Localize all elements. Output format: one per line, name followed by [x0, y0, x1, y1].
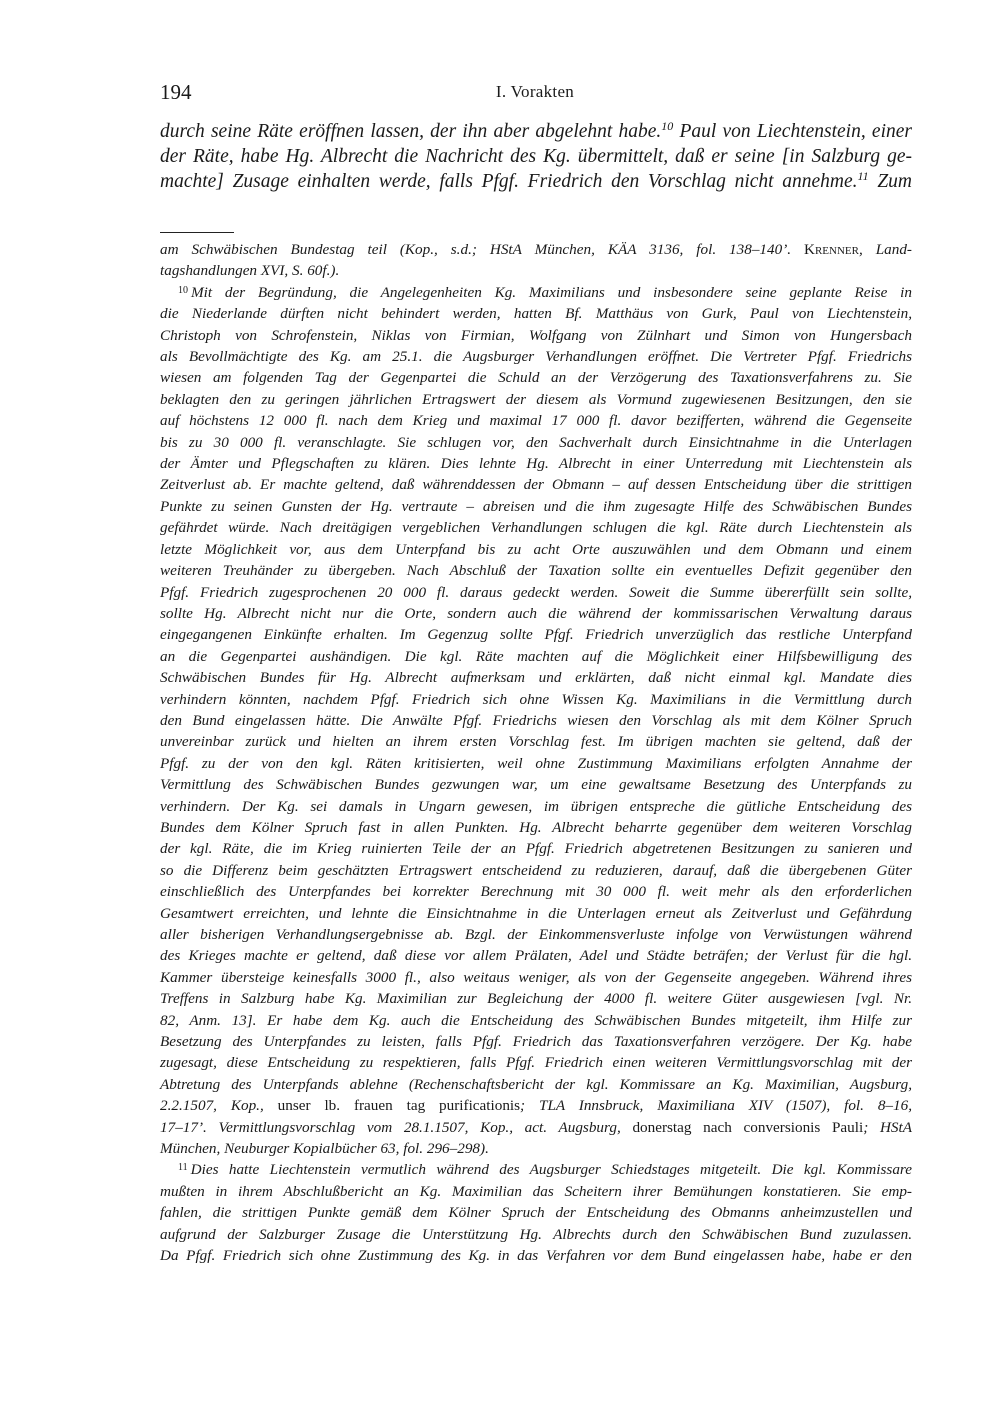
footnote-line: fahlen, die strittigen Punkte gemäß dem Kölner Spruch der Entscheidung des Obmanns anheimzustellen und — [160, 1204, 912, 1222]
footnote-line: unvereinbar zurück und hielten an ihrem ersten Vorschlag fest. Im übrigen machten sie geltend, daß der — [160, 733, 912, 751]
footnote-line: so die Differenz beim geschätzten Ertragswert entscheidend zu reduzieren, darauf, daß die übergebenen Güter — [160, 861, 912, 879]
footnote-line: verhindern. Der Kg. sei damals in Ungarn gewesen, im übrigen entspreche die gütliche Entscheidung des — [160, 797, 912, 815]
footnote-line: mußten in ihrem Abschlußbericht an Kg. Maximilian das Scheitern ihrer Bemühungen konstatieren. Sie emp- — [160, 1182, 912, 1200]
footnote-line: sollte Hg. Albrecht nicht nur die Orte, sondern auch die während der kommissarischen Verwaltung daraus — [160, 604, 912, 622]
footnote-line: wiesen am folgenden Tag der Gegenpartei die Schuld an der Verzögerung des Taxationsverfahrens zu. Sie — [160, 369, 912, 387]
footnote-line: gefährdet würde. Nach dreitägigen vergeblichen Verhandlungen schlugen die kgl. Räte durch Liechtenstein als — [160, 519, 912, 537]
main-text-line: durch seine Räte eröffnen lassen, der ihn aber abgelehnt habe.$^{10}$ Paul von Liechtenstein, einer — [160, 119, 912, 142]
footnote-ref-11[interactable]: 11 — [857, 169, 869, 183]
footnote-line: bis zu 30 000 fl. veranschlagte. Sie schlugen vor, den Sachverhalt durch Einsichtnahme in die Unterlagen — [160, 433, 912, 451]
footnote-line: des Krieges machte er geltend, daß diese vor allem Prälaten, Adel und Städte beträfen; der Verlust für die hgl. — [160, 947, 912, 965]
footnote-line: Christoph von Schrofenstein, Niklas von Firmian, Wolfgang von Zülnhart und Simon von Hungersbach — [160, 326, 912, 344]
footnote-line: Gesamtwert erreichten, und lehnte die Einsichtnahme in die Unterlagen erneut als Zeitverlust und Gefährdung — [160, 904, 912, 922]
footnote-line: aller bisherigen Verhandlungsergebnisse ab. Bzgl. der Einkommensverluste infolge von Verwüstungen während — [160, 926, 912, 943]
footnote-line: der kgl. Räte, die im Krieg ruinierten Teile der an Pfgf. Friedrich abgetretenen Besitzungen zu sanieren und — [160, 840, 912, 858]
footnote-line: Vermittlung des Schwäbischen Bundes gezwungen war, um eine gewaltsame Besetzung des Unterpfands zu — [160, 776, 912, 794]
footnote-line: verhindern könnten, nachdem Pfgf. Friedrich sich ohne Wissen Kg. Maximilians in die Vermittlung durch — [160, 690, 912, 708]
footnote-line: zugesagt, diese Entscheidung zu respektieren, falls Pfgf. Friedrich einen weiteren Vermittlungsvorschlag mit der — [160, 1054, 912, 1072]
footnote-line: der Ämter und Pflegschaften zu klären. Dies lehnte Hg. Albrecht in einer Unterredung mit Liechtenstein als — [160, 455, 912, 473]
footnote-separator — [160, 232, 234, 233]
footnote-line: als Bevollmächtigte des Kg. am 25.1. die Augsburger Verhandlungen eröffnet. Die Vertreter Pfgf. Friedrichs — [160, 348, 912, 366]
footnote-line: eingegangenen Einkünfte erhalten. Im Gegenzug sollte Pfgf. Friedrich unverzüglich das restliche Unterpfand — [160, 626, 912, 644]
footnote-line: Zeitverlust ab. Er machte geltend, daß währenddessen der Obmann – auf dessen Entscheidung über die strittigen — [160, 476, 912, 494]
footnote-line: beklagten den zu geringen jährlichen Ertragswert der diesem als Vormund zugewiesenen Besitzungen, den sie — [160, 390, 912, 408]
footnote-line: auf höchstens 12 000 fl. nach dem Krieg und maximal 17 000 fl. davor bezifferten, während die Gegenseite — [160, 412, 912, 430]
footnote-line: Da Pfgf. Friedrich sich ohne Zustimmung des Kg. in das Verfahren vor dem Bund eingelassen habe, habe er den — [160, 1247, 912, 1265]
footnote-line: einschließlich des Unterpfandes bei korrekter Berechnung mit 30 000 fl. weit mehr als den erforderlichen — [160, 883, 912, 901]
footnote-line: Punkte zu seinen Gunsten der Hg. vertraute – abreisen und die ihm zugesagte Hilfe des Schwäbischen Bundes — [160, 497, 912, 515]
footnote-continuation: am Schwäbischen Bundestag teil (Kop., s.d.; HStA München, KÄA 3136, fol. 138–140’. Krenner, Land- tagshandlungen XVI, S. 60f.). — [160, 241, 912, 280]
footnote-line: Besetzung des Unterpfandes zu leisten, falls Pfgf. Friedrich das Taxationsverfahren verzögere. Der Kg. habe — [160, 1033, 912, 1051]
main-text-line: der Räte, habe Hg. Albrecht die Nachricht des Kg. übermittelt, daß er seine [in Salzburg ge- — [160, 146, 912, 167]
footnote-line: letzte Möglichkeit vor, aus dem Unterpfand bis zu acht Orte auszuwählen und dem Obmann und einem — [160, 540, 912, 558]
footnote-ref-10[interactable]: 10 — [661, 119, 674, 133]
footnotes — [160, 239, 912, 1267]
footnote-line: die Niederlande dürften nicht behindert werden, hatten Bf. Matthäus von Gurk, Paul von Liechtenstein, — [160, 305, 912, 323]
footnote-line: Kammer übersteige keinesfalls 3000 fl., also weitaus weniger, als von der Gegenseite angegeben. Während ihres — [160, 968, 912, 986]
footnote-line: an die Gegenpartei aushändigen. Die kgl. Räte machten auf die Möglichkeit einer Hilfsbewilligung des — [160, 647, 912, 665]
footnote-line: den Bund eingelassen hätte. Die Anwälte Pfgf. Friedrichs wiesen den Vorschlag als mit dem Kölner Spruch — [160, 711, 912, 729]
page-header — [160, 80, 910, 108]
page-number: 194 — [160, 80, 192, 104]
footnote-10-tail: 2.2.1507, Kop., unser lb. frauen tag purificationis; TLA Innsbruck, Maximiliana XIV (1507), fol. 8–16, 17–17’. Vermittlungsvorschlag vom 28.1.1507, Kop., act. Augsburg, donerstag nach conversionis Pauli; HStA München, Neuburger Kopialbücher 63, fol. 296–298). — [160, 1097, 913, 1158]
footnote-line: Pfgf. Friedrich zugesprochenen 20 000 fl. daraus gedeckt werden. Soweit die Summe übererfüllt sein sollte, — [160, 583, 912, 601]
footnote-line: aufgrund der Salzburger Zusage die Unterstützung Hg. Albrechts durch den Schwäbischen Bund zuzulassen. — [160, 1225, 912, 1243]
footnote-line: Bundes dem Kölner Spruch fast in allen Punkten. Hg. Albrecht beharrte gegenüber dem weiteren Vorschlag — [160, 818, 912, 836]
running-head: I. Vorakten — [495, 82, 575, 101]
main-text — [160, 119, 912, 194]
footnote-line: weiteren Treuhänder zu übergeben. Nach Abschluß der Taxation sollte ein eventuelles Defizit gegenüber den — [160, 562, 912, 580]
footnote-line: Treffens in Salzburg habe Kg. Maximilian zur Begleichung der 4000 fl. weitere Güter ausgewiesen [vgl. Nr. — [160, 990, 912, 1008]
footnote-line: Abtretung des Unterpfands ablehne (Rechenschaftsbericht der kgl. Kommissare an Kg. Maximilian, Augsburg, — [160, 1075, 912, 1093]
footnote-10: $^{10}$ Mit der Begründung, die Angelegenheiten Kg. Maximilians und insbesondere seine geplante Reise in die Niederlande dürften nicht behindert werden, hatten Bf. Matthäus von Gurk, Paul von Liechtenstein, Christoph von Schrofenstein, Niklas von Firmian, Wolfgang von Zülnhart und Simon von Hungersbach als Bevollmächtigte des Kg. am 25.1. die Augsburger Verhandlungen eröffnet. Die Vertreter Pfgf. Friedrichs wiesen am folgenden Tag der Gegenpartei die Schuld an der Verzögerung des Taxationsverfahrens zu. Sie beklagten den zu geringen jährlichen Ertragswert der diesem als Vormund zugewiesenen Besitzungen, den sie auf höchstens 12 000 fl. nach dem Krieg und maximal 17 000 fl. davor bezifferten, während die Gegenseite bis zu 30 000 fl. veranschlagte. Sie schlugen vor, den Sachverhalt durch Einsichtnahme in die Unterlagen der Ämter und Pflegschaften zu klären. Dies lehnte Hg. Albrecht in einer Unterredung mit Liechtenstein als Zeitverlust ab. Er machte geltend, daß währenddessen der Obmann – auf dessen Entscheidung über die strittigen Punkte zu seinen Gunsten der Hg. vertraute – abreisen und die ihm zugesagte Hilfe des Schwäbischen Bundes gefährdet würde. Nach dreitägigen vergeblichen Verhandlungen schlugen die kgl. Räte durch Liechtenstein als letzte Möglichkeit vor, aus dem Unterpfand bis zu acht Orte auszuwählen und dem Obmann und einem weiteren Treuhänder zu übergeben. Nach Abschluß der Taxation sollte ein eventuelles Defizit gegenüber den Pfgf. Friedrich zugesprochenen 20 000 fl. daraus gedeckt werden. Soweit die Summe übererfüllt sein sollte, sollte Hg. Albrecht nicht nur die Orte, sondern auch die während der kommissarischen Verwaltung daraus eingegangenen Einkünfte erhalten. Im Gegenzug sollte Pfgf. Friedrich unverzüglich das restliche Unterpfand an die Gegenpartei aushändigen. Die kgl. Räte machten auf die Möglichkeit einer Hilfsbewilligung des Schwäbischen Bundes für Hg. Albrecht aufmerksam und erklärten, daß nicht einmal kgl. Mandate dies verhindern könnten, nachdem Pfgf. Friedrich sich ohne Wissen Kg. Maximilians in die Vermittlung durch den Bund eingelassen hätte. Die Anwälte Pfgf. Friedrichs wiesen den Vorschlag als mit dem Kölner Spruch unvereinbar zurück und hielten an ihrem ersten Vorschlag fest. Im übrigen machten sie geltend, daß der Pfgf. zu der von den kgl. Räten kritisierten, weil ohne Zustimmung Maximilians erfolgten Annahme der Vermittlung des Schwäbischen Bundes gezwungen war, um eine gewaltsame Besetzung des Unterpfands zu verhindern. Der Kg. sei damals in Ungarn gewesen, im übrigen entspreche die gütliche Entscheidung des Bundes dem Kölner Spruch fast in allen Punkten. Hg. Albrecht beharrte gegenüber dem weiteren Vorschlag der kgl. Räte, die im Krieg ruinierten Teile der an Pfgf. Friedrich abgetretenen Besitzungen zu sanieren und so die Differenz beim geschätzten Ertragswert entscheidend zu reduzieren, darauf, daß die übergebenen Güter einschließlich des Unterpfandes bei korrekter Berechnung mit 30 000 fl. weit mehr als den erforderlichen Gesamtwert erreichten, und lehnte die Einsichtnahme in die Unterlagen erneut als Zeitverlust und Gefährdung aller bisherigen Verhandlungsergebnisse ab. Bzgl. der Einkommensverluste infolge von Verwüstungen während des Krieges machte er geltend, daß diese vor allem Prälaten, Adel und Städte beträfen; der Verlust für die hgl. Kammer übersteige keinesfalls 3000 fl., also weitaus weniger, als von der Gegenseite angegeben. Während ihres Treffens in Salzburg habe Kg. Maximilian zur Begleichung der 4000 fl. weitere Güter ausgewiesen [vgl. Nr. 82, Anm. 13]. Er habe dem Kg. auch die Entscheidung des Schwäbischen Bundes mitgeteilt, ihm Hilfe zur Besetzung des Unterpfandes zu leisten, falls Pfgf. Friedrich das Taxationsverfahren verzögere. Der Kg. habe zugesagt, diese Entscheidung zu respektieren, falls Pfgf. Friedrich einen weiteren Vermittlungsvorschlag mit der Abtretung des Unterpfands ablehne (Rechenschaftsbericht der kgl. Kommissare an Kg. Maximilian, Augsburg, — [160, 282, 912, 1095]
footnote-line: 82, Anm. 13]. Er habe dem Kg. auch die Entscheidung des Schwäbischen Bundes mitgeteilt, ihm Hilfe zur — [160, 1011, 912, 1029]
footnote-11: $^{11}$ Dies hatte Liechtenstein vermutlich während des Augsburger Schiedstages mitgeteilt. Die kgl. Kommissare mußten in ihrem Abschlußbericht an Kg. Maximilian das Scheitern ihrer Bemühungen konstatieren. Sie emp- fahlen, die strittigen Punkte gemäß dem Kölner Spruch der Entscheidung des Obmanns anheimzustellen und aufgrund der Salzburger Zusage die Unterstützung Hg. Albrechts durch den Schwäbischen Bund zuzulassen. Da Pfgf. Friedrich sich ohne Zustimmung des Kg. in das Verfahren vor dem Bund eingelassen habe, habe er den — [160, 1159, 912, 1266]
footnote-line: Schwäbischen Bundes für Hg. Albrecht aufmerksam und erklärten, daß nicht einmal kgl. Mandate dies — [160, 669, 912, 687]
footnote-line: Pfgf. zu der von den kgl. Räten kritisierten, weil ohne Zustimmung Maximilians erfolgten Annahme der — [160, 754, 912, 772]
footnote-number: 10 — [178, 284, 188, 296]
author-name: Krenner — [804, 241, 859, 258]
footnote-number: 11 — [178, 1162, 188, 1174]
main-text-line: machte] Zusage einhalten werde, falls Pfgf. Friedrich den Vorschlag nicht annehme.$^{11}$ Zum — [160, 169, 912, 192]
